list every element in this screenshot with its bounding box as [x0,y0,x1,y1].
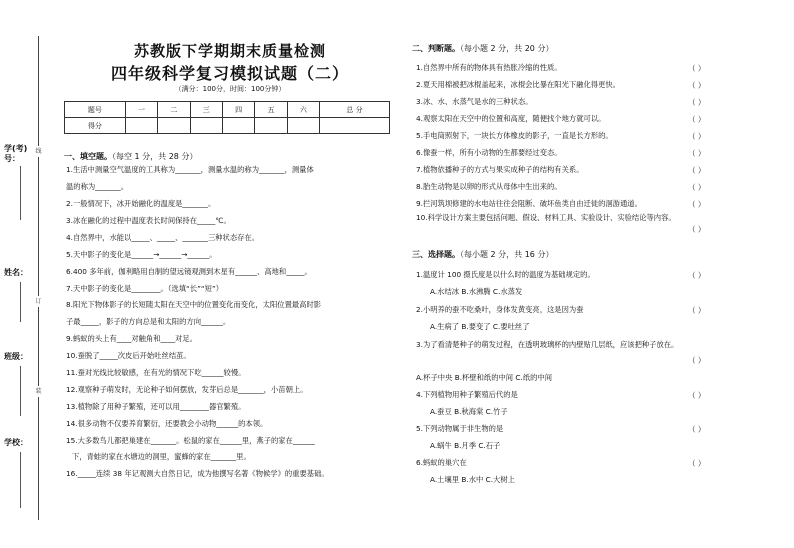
judge-question: 5.手电筒照射下，一块长方体橡皮的影子，一直是长方形的。 [416,131,613,140]
fill-question: 1.生活中测量空气温度的工具称为_______，测量水温的称为_______，测量体 [66,165,314,174]
fill-question: 15.大多数鸟儿都把巢建在_______。松鼠的家在______里，燕子的家在______ [66,436,315,445]
score-input-cell[interactable] [190,118,222,134]
choice-question: 2.小明养的蚕不吃桑叶，身体发黄变亮，这是因为蚕 [416,305,584,314]
choice-options: A.蚕豆 B.秋海棠 C.竹子 [430,407,508,416]
name-fill-line[interactable] [20,282,21,322]
fill-question: 16._____连续 38 年记观测大自然日记，成为他撰写名著《物候学》的重要基础。 [66,469,329,478]
choice-options: A.生病了 B.要变了 C.要吐丝了 [430,322,530,331]
school-label: 学校： [4,438,28,447]
score-input-cell[interactable] [158,118,190,134]
score-input-cell[interactable] [222,118,254,134]
seal-char-line: 线 [35,148,42,155]
answer-paren[interactable]: （ ） [688,225,706,234]
class-fill-line[interactable] [20,366,21,416]
exam-subtitle: 四年级科学复习模拟试题（二） [110,64,349,83]
fill-question: 8.阳光下物体影子的长短随太阳在天空中的位置变化而变化，太阳位置最高时影 [66,300,322,309]
fill-question: 温的称为_______。 [66,182,129,191]
score-cell: 题号 [65,102,126,118]
fill-question: 2.一般情况下，冰开始融化的温度是_______。 [66,199,216,208]
score-cell: 六 [287,102,319,118]
score-cell: 二 [158,102,190,118]
choice-options: A.水结冰 B.水沸腾 C.水蒸发 [430,287,523,296]
choice-options: A.蜗牛 B.月季 C.石子 [430,441,501,450]
judge-question: 4.观察太阳在天空中的位置和高度，随便找个地方就可以。 [416,114,606,123]
binding-line [38,36,39,520]
name-label: 姓名： [4,268,28,277]
choice-question: 5.下列动物属于非生物的是 [416,424,504,433]
score-cell: 四 [222,102,254,118]
score-input-cell[interactable] [125,118,157,134]
score-input-cell[interactable] [287,118,319,134]
fill-question: 5.天中影子的变化是______→______→______。 [66,250,217,259]
seal-char-bind: 订 [35,298,42,305]
fill-question: 下，青蛙的家在水塘边的洞里，蜜蜂的家在_______里。 [72,452,251,461]
score-cell: 一 [125,102,157,118]
exam-no-label: 学(考)号： [4,144,28,163]
judge-question: 7.植物依播种子的方式与果实成种子的结构有关系。 [416,165,584,174]
school-fill-line[interactable] [20,452,21,508]
exam-title: 苏教版下学期期末质量检测 [133,42,326,60]
fill-question: 7.天中影子的变化是________。（选填“长”“短”） [66,284,224,293]
score-cell: 三 [190,102,222,118]
seal-char-mount: 装 [35,388,42,395]
score-input-cell[interactable] [320,118,390,134]
judge-question: 8.胎生动物是以卵的形式从母体中生出来的。 [416,182,562,191]
fill-question: 4.自然界中，水能以_____、_____、_______三种状态存在。 [66,233,260,242]
answer-paren[interactable]: （ ） [688,132,706,141]
class-label: 班级： [4,352,28,361]
section3-heading: 三、选择题。（每小题 2 分，共 16 分） [412,250,554,259]
fill-question: 10.蚕脱了_____次皮后开始吐丝结茧。 [66,351,191,360]
answer-paren[interactable]: （ ） [688,183,706,192]
choice-question: 6.蚂蚁的巢穴在 [416,458,467,467]
answer-paren[interactable]: （ ） [688,149,706,158]
fill-question: 12.观察种子萌发时，无论种子如何摆放，发芽后总是_______，小苗朝上。 [66,385,308,394]
answer-paren[interactable]: （ ） [688,81,706,90]
judge-question: 3.冰、水、水蒸气是水的三种状态。 [416,97,533,106]
fill-question: 13.植物除了用种子繁殖，还可以用________器官繁殖。 [66,402,246,411]
choice-question: 4.下列植物用种子繁殖后代的是 [416,390,518,399]
fill-question: 6.400 多年前，伽利略用自制的望远镜观测到木星有______、高地和_____。 [66,267,312,276]
answer-paren[interactable]: （ ） [688,271,706,280]
exam-info: （满分：100分，时间：100分钟） [174,85,286,93]
fill-question: 3.冰在融化的过程中温度表长时间保持在_____℃。 [66,216,231,225]
answer-paren[interactable]: （ ） [688,391,706,400]
choice-question: 3.为了看清楚种子的萌发过程，在透明玻璃杯的内壁贴几层纸，应该把种子放在。 [416,340,679,349]
answer-paren[interactable]: （ ） [688,306,706,315]
section2-heading: 二、判断题。（每小题 2 分，共 20 分） [412,44,554,53]
judge-question: 6.像蚕一样，所有小动物的生都要经过变态。 [416,148,562,157]
fill-question: 子最_____，影子的方向总是和太阳的方向______。 [66,317,231,326]
answer-paren[interactable]: （ ） [688,200,706,209]
judge-question: 2.夏天用棉被把冰棍盖起来，冰棍会比暴在阳光下融化得更快。 [416,80,620,89]
fill-question: 11.蚕对光线比较敏感，在有光的情况下吃______较慢。 [66,368,246,377]
fill-question: 14.很多动物不仅要养育繁衍，还要教会小动物______的本领。 [66,419,268,428]
answer-paren[interactable]: （ ） [688,459,706,468]
answer-paren[interactable]: （ ） [688,425,706,434]
answer-paren[interactable]: （ ） [688,98,706,107]
choice-options: A.杯子中央 B.杯壁和纸的中间 C.纸的中间 [416,373,553,382]
choice-options: A.土壤里 B.水中 C.大树上 [430,475,515,484]
answer-paren[interactable]: （ ） [688,166,706,175]
binding-margin [0,0,62,548]
score-cell: 得分 [65,118,126,134]
answer-paren[interactable]: （ ） [688,64,706,73]
judge-question: 9.拦河筑坝修建的水电站往往会阻断、破坏鱼类自由迁徙的洄游通道。 [416,199,642,208]
score-cell: 五 [255,102,287,118]
score-table-header-row [65,102,390,118]
answer-paren[interactable]: （ ） [688,115,706,124]
score-table [64,101,390,134]
exam-no-fill-line[interactable] [20,166,21,220]
choice-question: 1.温度计 100 摄氏度是以什么时的温度为基础规定的。 [416,270,595,279]
score-cell: 总 分 [320,102,390,118]
judge-question: 10.科学设计方案主要包括问题、假设、材料工具、实验设计、实验结论等内容。 [416,213,676,222]
fill-question: 9.蚂蚁的头上有____对触角和____对足。 [66,334,198,343]
answer-paren[interactable]: （ ） [688,356,706,365]
judge-question: 1.自然界中所有的物体具有热胀冷缩的性质。 [416,63,562,72]
score-input-cell[interactable] [255,118,287,134]
score-table-score-row [65,118,390,134]
section1-heading: 一、填空题。（每空 1 分，共 28 分） [64,152,198,161]
